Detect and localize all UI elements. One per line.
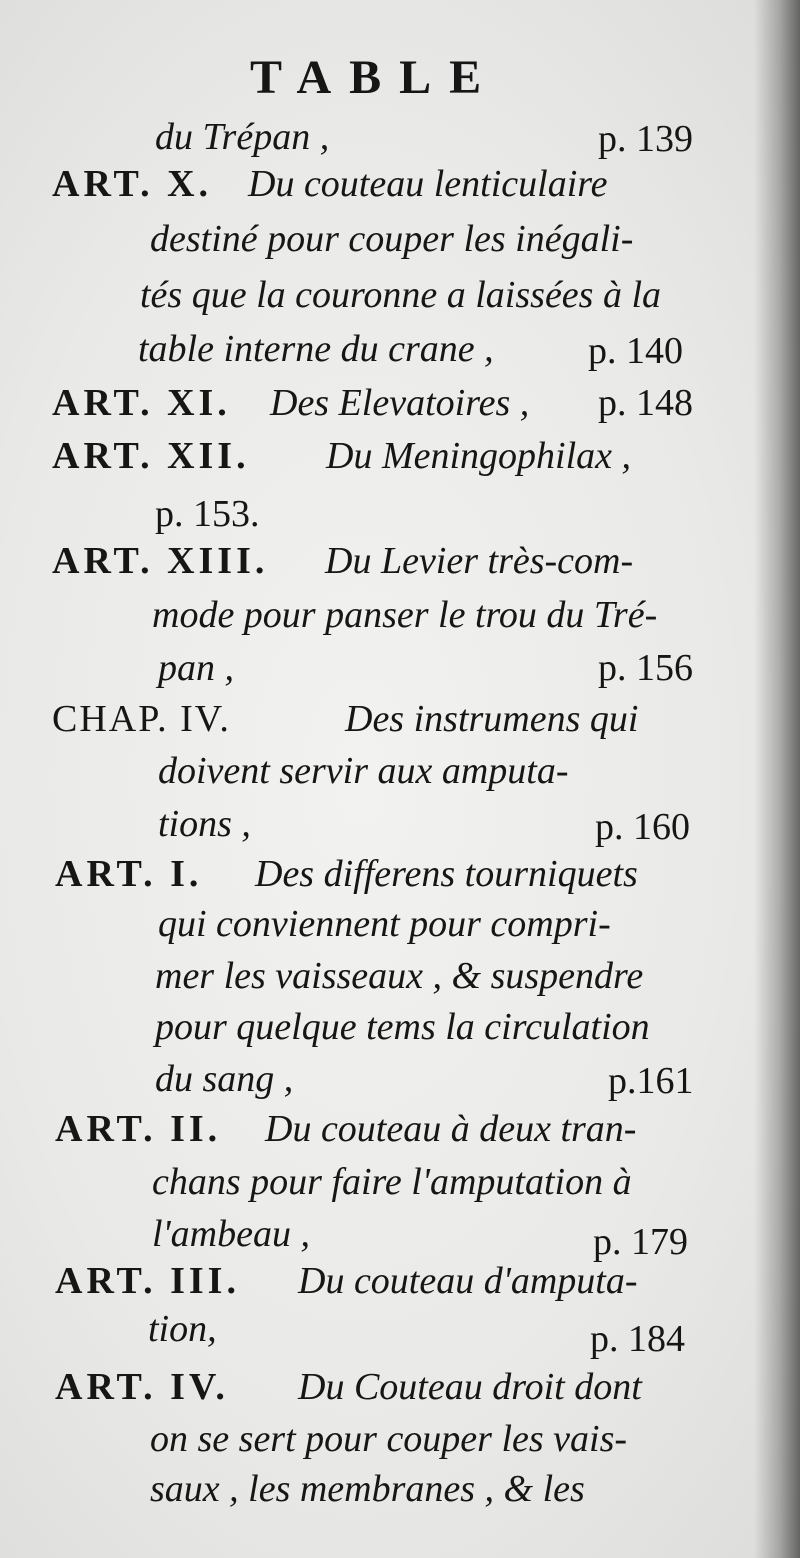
entry-line: Du Levier très-com- [325,540,634,582]
entry-line: du Trépan , [155,116,330,158]
entry-label: ART. III. [55,1260,240,1302]
page-ref: p. 160 [595,806,690,848]
entry-line: tions , [158,803,251,845]
entry-line: qui conviennent pour compri- [158,903,611,945]
entry-line: pan , [158,647,234,689]
page-ref: p. 140 [588,330,683,372]
page-ref: p. 139 [598,118,693,160]
entry-line: Des instrumens qui [345,698,639,740]
entry-line: du sang , [155,1058,294,1100]
entry-label: ART. XII. [52,435,250,477]
entry-line: destiné pour couper les inégali- [150,218,634,260]
page-ref: p. 179 [593,1221,688,1263]
entry-line: tion, [148,1308,217,1350]
entry-line: Du couteau à deux tran- [265,1108,637,1150]
chapter-label: CHAP. IV. [52,698,231,740]
entry-line: Des differens tourniquets [255,853,638,895]
entry-label: ART. IV. [55,1366,229,1408]
entry-line: Du Couteau droit dont [298,1366,642,1408]
entry-line: mode pour panser le trou du Tré- [152,594,658,636]
page-header: TABLE [250,51,500,104]
entry-line: pour quelque tems la circulation [155,1006,650,1048]
entry-line: saux , les membranes , & les [150,1468,585,1510]
entry-line: Du couteau lenticulaire [248,163,608,205]
entry-line: on se sert pour couper les vais- [150,1418,628,1460]
entry-label: ART. XI. [52,382,231,424]
entry-line: tés que la couronne a laissées à la [140,274,662,316]
entry-line: chans pour faire l'amputation à [152,1161,632,1203]
page-ref: p.161 [608,1060,694,1102]
binding-shadow [754,0,800,1558]
entry-label: ART. XIII. [52,540,269,582]
entry-line: l'ambeau , [152,1213,310,1255]
entry-line: Du Meningophilax , [326,435,632,477]
entry-line: doivent servir aux amputa- [158,750,569,792]
entry-line: table interne du crane , [138,328,494,370]
entry-line: mer les vaisseaux , & suspendre [155,955,644,997]
entry-label: ART. X. [52,163,213,205]
entry-line: Des Elevatoires , [270,382,530,424]
page-ref: p. 148 [598,382,693,424]
entry-label: ART. I. [55,853,203,895]
entry-line: Du couteau d'amputa- [298,1260,638,1302]
page-ref: p. 156 [598,647,693,689]
page-ref: p. 153. [155,493,260,535]
entry-label: ART. II. [55,1108,222,1150]
page-ref: p. 184 [590,1318,685,1360]
